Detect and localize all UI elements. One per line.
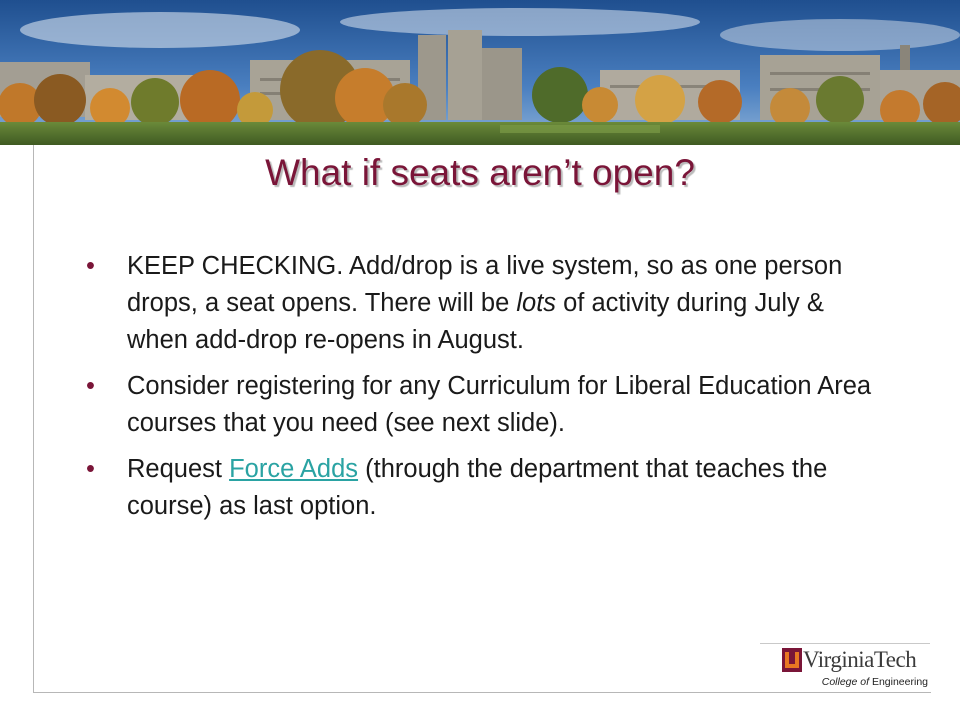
logo-divider (760, 643, 930, 644)
campus-banner-photo (0, 0, 960, 145)
logo-sub-dept: Engineering (871, 676, 928, 688)
bullet-emphasis: lots (516, 289, 557, 317)
bullet-item (82, 451, 882, 525)
bullet-text-continued: (through the department that teaches the course) as last option. (127, 455, 828, 520)
bullet-marker: • (86, 252, 95, 280)
bullet-list (82, 248, 882, 534)
logo-college-of-engineering (822, 676, 928, 688)
bullet-text: KEEP CHECKING. Add/drop is a live system, so as one person drops, a seat opens. There will be (127, 252, 843, 317)
bullet-text: Request (127, 455, 230, 483)
bullet-item (82, 368, 882, 442)
bullet-text-continued: of activity during July & when add-drop re-opens in August. (127, 289, 824, 354)
bullet-marker: • (86, 455, 95, 483)
force-adds-link[interactable]: Force Adds (229, 455, 359, 483)
bullet-text: Consider registering for any Curriculum for Liberal Education Area courses that you need (see next slide). (127, 372, 872, 437)
virginia-tech-logo (760, 643, 930, 693)
bullet-item (82, 248, 882, 359)
logo-sub-college: College (821, 676, 858, 688)
slide-title: What if seats aren’t open? (265, 152, 695, 193)
logo-sub-of: of (860, 676, 870, 688)
vt-shield-icon (782, 648, 802, 672)
bullet-marker: • (86, 372, 95, 400)
logo-wordmark: VirginiaTech (803, 647, 917, 672)
